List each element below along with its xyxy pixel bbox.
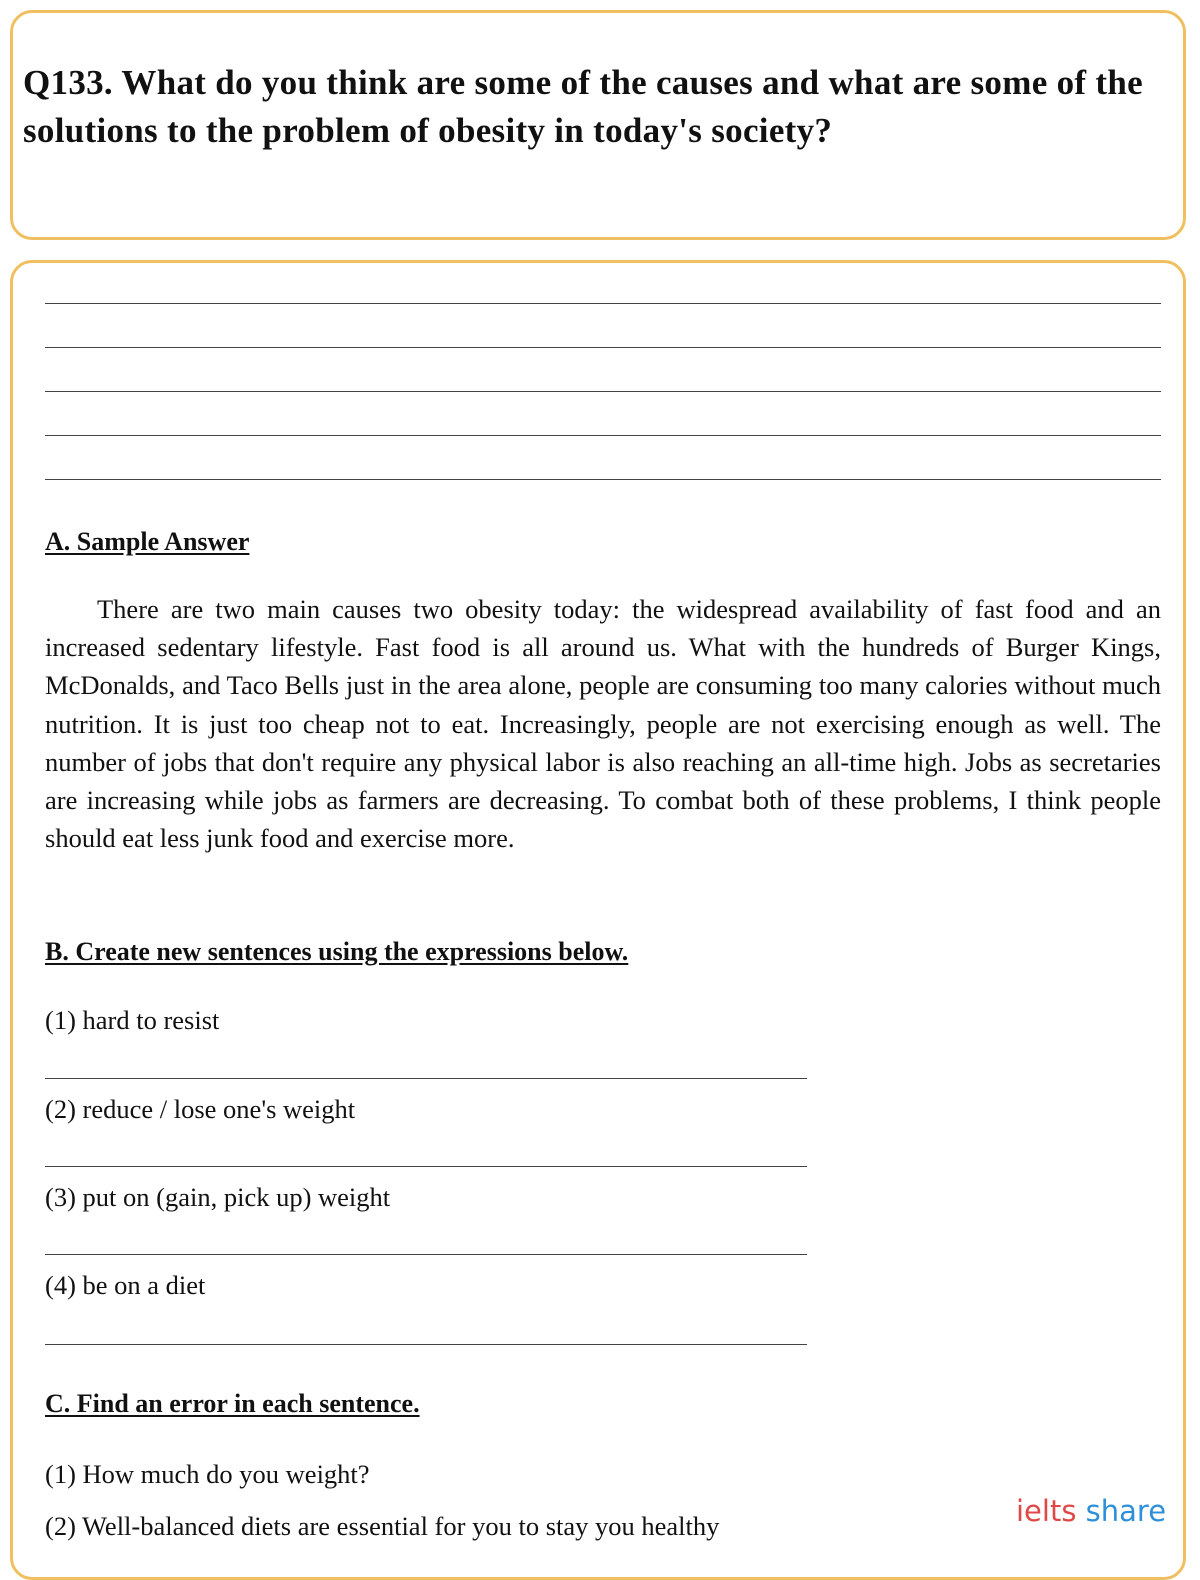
writing-line-5[interactable] bbox=[45, 479, 1161, 480]
error-sentence-2: (2) Well-balanced diets are essential for you to stay you healthy bbox=[45, 1511, 720, 1541]
section-c-heading: C. Find an error in each sentence. bbox=[45, 1389, 420, 1418]
expression-item-4: (4) be on a diet bbox=[45, 1270, 206, 1300]
answer-line-2[interactable] bbox=[45, 1166, 807, 1167]
question-title: Q133. What do you think are some of the causes and what are some of the solutions to the problem of obesity in today's society? bbox=[23, 63, 1143, 150]
section-a-heading: A. Sample Answer bbox=[45, 527, 250, 556]
section-b-heading: B. Create new sentences using the expressions below. bbox=[45, 937, 629, 966]
expression-item-3: (3) put on (gain, pick up) weight bbox=[45, 1182, 391, 1212]
writing-line-2[interactable] bbox=[45, 347, 1161, 348]
writing-line-1[interactable] bbox=[45, 303, 1161, 304]
writing-line-4[interactable] bbox=[45, 435, 1161, 436]
ielts-share-logo bbox=[1016, 1494, 1166, 1528]
expression-item-1: (1) hard to resist bbox=[45, 1005, 220, 1035]
logo-text-share: share bbox=[1085, 1494, 1167, 1528]
writing-line-3[interactable] bbox=[45, 391, 1161, 392]
answer-line-4[interactable] bbox=[45, 1344, 807, 1345]
question-box bbox=[10, 10, 1186, 240]
answer-line-1[interactable] bbox=[45, 1078, 807, 1079]
logo-text-ielts: ielts bbox=[1016, 1494, 1077, 1528]
expression-item-2: (2) reduce / lose one's weight bbox=[45, 1094, 356, 1124]
answer-box bbox=[10, 260, 1186, 1580]
answer-line-3[interactable] bbox=[45, 1254, 807, 1255]
error-sentence-1: (1) How much do you weight? bbox=[45, 1459, 370, 1489]
sample-answer-paragraph: There are two main causes two obesity today: the widespread availability of fast food and an increased sedentary lifestyle. Fast food is all around us. What with the hundreds of Burger Kings, McDonalds, and Taco Bells just in the area alone, people are consuming too many calories without much nutrition. It is just too cheap not to eat. Increasingly, people are not exercising enough as well. The number of jobs that don't require any physical labor is also reaching an all-time high. Jobs as secretaries are increasing while jobs as farmers are decreasing. To combat both of these problems, I think people should eat less junk food and exercise more. bbox=[45, 594, 1161, 854]
